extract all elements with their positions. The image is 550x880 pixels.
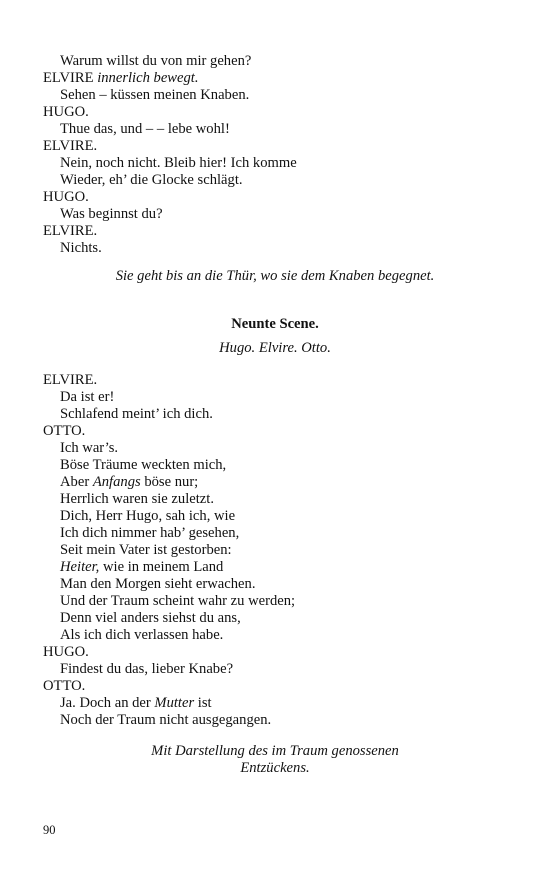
verse-line — [60, 389, 114, 406]
scene-title — [0, 316, 550, 333]
text-segment: Da ist er! — [60, 389, 115, 405]
text-segment: Nichts. — [60, 240, 102, 256]
text-segment: innerlich bewegt. — [97, 70, 199, 86]
speaker-label — [43, 104, 89, 121]
speaker-label — [43, 644, 89, 661]
speaker-label — [43, 678, 85, 695]
text-segment: Nein, noch nicht. Bleib hier! Ich komme — [60, 155, 297, 171]
text-segment: Ich war’s. — [60, 440, 119, 456]
text-segment: Wieder, eh’ die Glocke schlägt. — [60, 172, 243, 188]
text-segment: ELVIRE. — [43, 138, 98, 154]
verse-line — [60, 610, 241, 627]
verse-line — [60, 508, 235, 525]
speaker-label — [43, 189, 89, 206]
text-segment: Neunte Scene. — [231, 316, 319, 332]
text-segment: HUGO. — [43, 104, 89, 120]
verse-line — [60, 712, 271, 729]
text-segment: Seit mein Vater ist gestorben: — [60, 542, 232, 558]
verse-line — [60, 440, 118, 457]
verse-line — [60, 627, 223, 644]
verse-line — [60, 559, 223, 576]
text-segment: Mit Darstellung des im Traum genossenen — [151, 743, 399, 759]
text-segment: Und der Traum scheint wahr zu werden; — [60, 593, 296, 609]
text-segment: Man den Morgen sieht erwachen. — [60, 576, 256, 592]
text-segment: Ich dich nimmer hab’ gesehen, — [60, 525, 240, 541]
text-segment: böse nur; — [140, 474, 199, 490]
text-segment: Warum willst du von mir gehen? — [60, 53, 252, 69]
text-segment: Findest du das, lieber Knabe? — [60, 661, 234, 677]
text-segment: ELVIRE. — [43, 372, 98, 388]
text-segment: Sehen – küssen meinen Knaben. — [60, 87, 250, 103]
verse-line — [60, 695, 212, 712]
text-segment: OTTO. — [43, 423, 86, 439]
verse-line — [60, 87, 249, 104]
verse-line — [60, 155, 297, 172]
stage-direction — [0, 743, 550, 760]
verse-line — [60, 525, 239, 542]
text-segment: ELVIRE. — [43, 223, 98, 239]
text-segment: Was beginnst du? — [60, 206, 163, 222]
speaker-label — [43, 70, 199, 87]
scene-characters — [0, 340, 550, 357]
text-segment: Hugo. Elvire. Otto. — [219, 340, 331, 356]
text-segment: ELVIRE — [43, 70, 98, 86]
page-number: 90 — [43, 823, 56, 837]
verse-line — [60, 593, 295, 610]
text-segment: Noch der Traum nicht ausgegangen. — [60, 712, 272, 728]
text-segment: ist — [194, 695, 212, 711]
verse-line — [60, 206, 163, 223]
verse-line — [60, 661, 233, 678]
speaker-label — [43, 372, 97, 389]
verse-line — [60, 406, 213, 423]
text-segment: Herrlich waren sie zuletzt. — [60, 491, 214, 507]
text-segment: Dich, Herr Hugo, sah ich, wie — [60, 508, 236, 524]
stage-direction — [0, 760, 550, 777]
speaker-label — [43, 138, 97, 155]
text-segment: wie in meinem Land — [99, 559, 224, 575]
text-segment: OTTO. — [43, 678, 86, 694]
speaker-label — [43, 223, 97, 240]
text-segment: Heiter, — [60, 559, 100, 575]
text-segment: Entzückens. — [240, 760, 310, 776]
text-segment: Anfangs — [92, 474, 141, 490]
text-segment: Mutter — [154, 695, 195, 711]
text-segment: Sie geht bis an die Thür, wo sie dem Knaben begegnet. — [115, 268, 435, 284]
verse-line — [60, 542, 232, 559]
text-segment: HUGO. — [43, 189, 89, 205]
text-segment: Denn viel anders siehst du ans, — [60, 610, 241, 626]
stage-direction — [0, 268, 550, 285]
verse-line — [60, 172, 243, 189]
verse-line — [60, 474, 198, 491]
text-segment: Ja. Doch an der — [60, 695, 155, 711]
text-segment: Thue das, und – – lebe wohl! — [60, 121, 230, 137]
verse-line — [60, 53, 251, 70]
verse-line — [60, 240, 102, 257]
text-segment: Als ich dich verlassen habe. — [60, 627, 224, 643]
speaker-label — [43, 423, 85, 440]
verse-line — [60, 491, 214, 508]
text-segment: Schlafend meint’ ich dich. — [60, 406, 213, 422]
verse-line — [60, 121, 230, 138]
text-segment: Aber — [60, 474, 93, 490]
verse-line — [60, 457, 226, 474]
text-segment: Böse Träume weckten mich, — [60, 457, 227, 473]
text-segment: HUGO. — [43, 644, 89, 660]
verse-line — [60, 576, 255, 593]
